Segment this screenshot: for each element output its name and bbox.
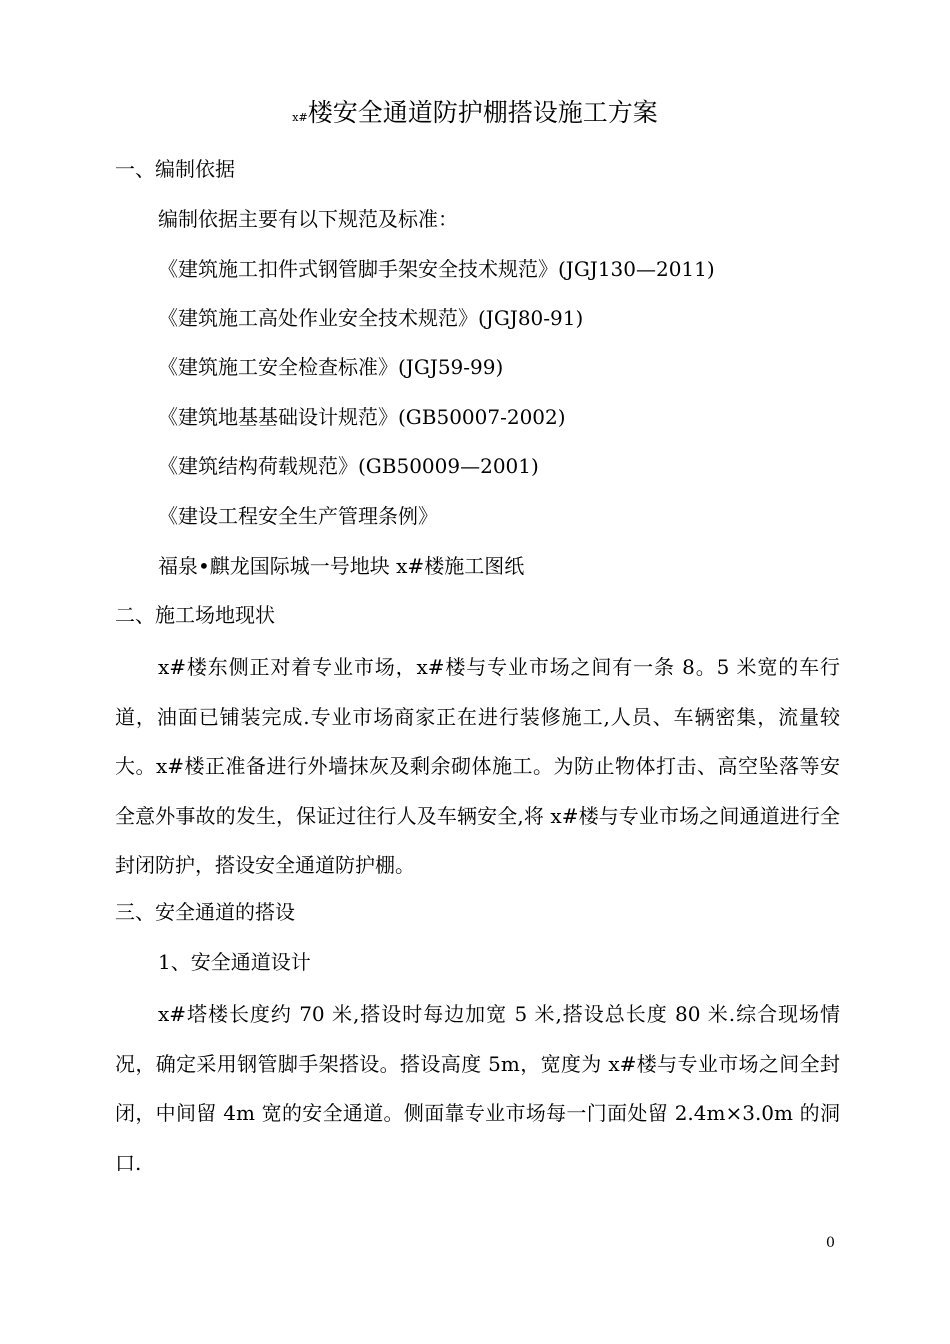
title-text: 楼安全通道防护棚搭设施工方案: [307, 98, 658, 127]
reference-item-6: 《建设工程安全生产管理条例》: [158, 504, 438, 528]
reference-item-2: 《建筑施工高处作业安全技术规范》(JGJ80-91): [158, 306, 584, 330]
section2-paragraph: x#楼东侧正对着专业市场，x#楼与专业市场之间有一条 8。5 米宽的车行道，油面已铺装完成.专业市场商家正在进行装修施工,人员、车辆密集，流量较大。x#楼正准备进行外墙抹灰及剩余砌体施工。为防止物体打击、高空坠落等安全意外事故的发生，保证过往行人及车辆安全,将 x#楼与专业市场之间通道进行全封闭防护，搭设安全通道防护棚。: [115, 655, 840, 877]
reference-item-4: 《建筑地基基础设计规范》(GB50007-2002): [158, 405, 566, 429]
section1-intro: 编制依据主要有以下规范及标准：: [158, 207, 458, 231]
reference-item-5: 《建筑结构荷载规范》(GB50009—2001): [158, 454, 539, 478]
title-building-mark: x#: [292, 111, 308, 124]
section1-heading: 一、编制依据: [115, 157, 235, 181]
section3-heading: 三、安全通道的搭设: [115, 900, 295, 924]
section3-subheading: 1、安全通道设计: [158, 950, 311, 974]
document-title: [0, 96, 950, 135]
reference-item-1: 《建筑施工扣件式钢管脚手架安全技术规范》(JGJ130—2011): [158, 257, 715, 281]
section2-heading: 二、施工场地现状: [115, 603, 275, 627]
reference-item-7: 福泉•麒龙国际城一号地块 x#楼施工图纸: [158, 554, 525, 578]
section3-paragraph: x#塔楼长度约 70 米,搭设时每边加宽 5 米,搭设总长度 80 米.综合现场情况，确定采用钢管脚手架搭设。搭设高度 5m，宽度为 x#楼与专业市场之间全封闭，中间留 4m 宽的安全通道。侧面靠专业市场每一门面处留 2.4m×3.0m 的洞口.: [115, 1002, 840, 1175]
reference-item-3: 《建筑施工安全检查标准》(JGJ59-99): [158, 355, 504, 379]
page-number: 0: [826, 1235, 835, 1251]
